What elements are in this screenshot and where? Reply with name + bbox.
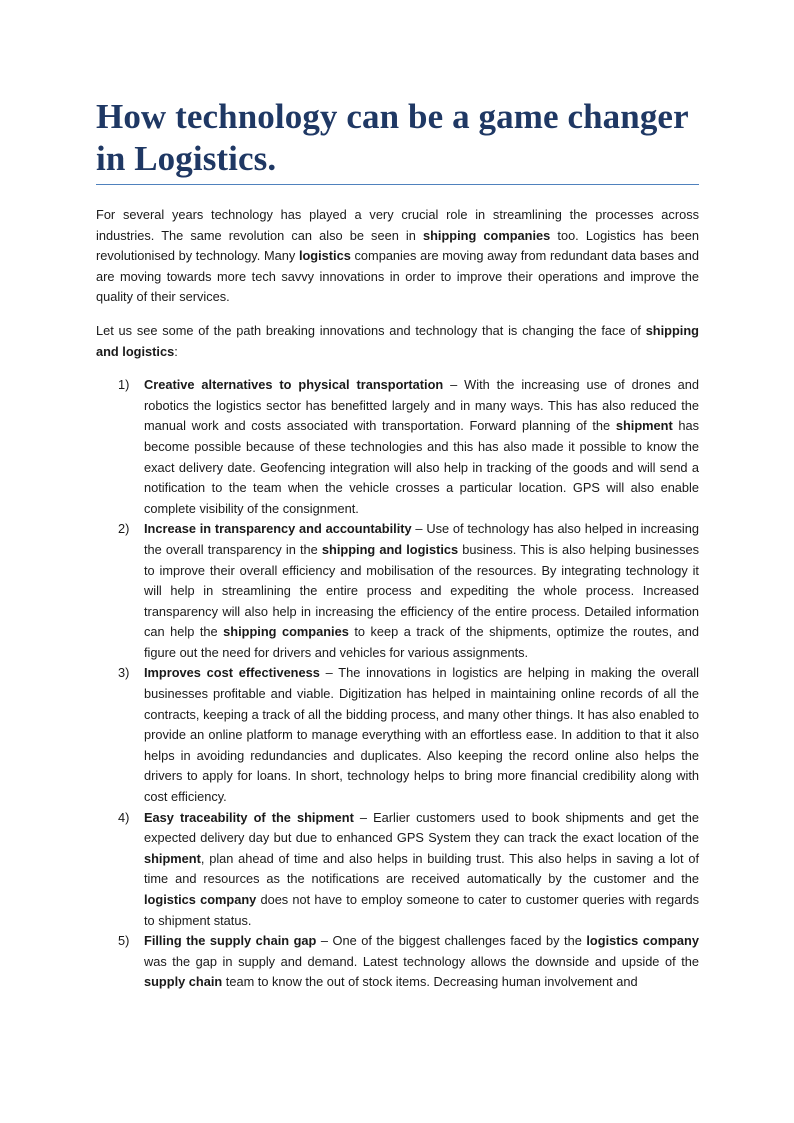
bold-keyword: shipping companies [223,624,349,640]
text-run: – With the increasing use of drones and robotics the logistics sector has benefitted largely and in many ways. This has also reduced the manual work and costs associated with transportation. Forward planning of the [144,377,700,434]
bold-keyword: logistics [298,248,351,264]
bold-keyword: Creative alternatives to physical transportation [144,377,444,393]
text-run: – Earlier customers used to book shipments and get the expected delivery day but due to enhanced GPS System they can track the exact location of the [144,809,699,846]
text-run: : [174,343,178,359]
list-item-number: 4) [118,809,130,825]
bold-keyword: Easy traceability of the shipment [144,809,354,825]
intro-paragraph [96,205,699,308]
list-item [96,375,699,519]
list-item-text [144,810,699,928]
list-item [96,519,699,663]
text-run: team to know the out of stock items. Decreasing human involvement and [222,974,638,990]
bold-keyword: Improves cost effectiveness [144,665,320,681]
bold-keyword: logistics company [586,933,699,949]
bold-keyword: logistics company [144,892,257,907]
text-run: has become possible because of these technologies and this has also made it possible to know the exact delivery date. Geofencing integration will also help in tracking of the goods and will send a notification to the team when the vehicle crosses a particular location. GPS will also enable complete visibility of the consignment. [144,418,699,516]
bold-keyword: Increase in transparency and accountability [144,521,412,537]
text-run: companies are moving away from redundant data bases and are moving towards more tech savvy innovations in order to improve their operations and improve the quality of their services. [96,248,699,305]
list-item [96,931,699,993]
list-item-text [144,521,699,660]
bold-keyword: shipping and logistics [96,322,699,359]
text-run: to keep a track of the shipments, optimize the routes, and figure out the need for drivers and vehicles for various assignments. [144,624,699,660]
document-title: How technology can be a game changer in Logistics. [96,96,699,185]
list-item [96,663,699,807]
bold-keyword: Filling the supply chain gap [144,933,317,949]
text-run: – Use of technology has also helped in increasing the overall transparency in the [144,521,699,557]
text-run: – The innovations in logistics are helping in making the overall businesses profitable and viable. Digitization has helped in maintaining online records of all the contracts, keeping a track of all the bidding process, and many other things. It has also enabled to provide an online platform to manage everything with an effortless ease. In addition to that it also helps in avoiding redundancies and duplicates. Also keeping the record online also helps the drivers to apply for loans. In short, technology helps to bring more financial credibility along with cost efficiency. [144,665,699,805]
bold-keyword: shipping and logistics [321,541,459,557]
bold-keyword: shipment [144,850,201,866]
text-run: For several years technology has played a very crucial role in streamlining the processes across industries. The same revolution can also be seen in [96,207,699,243]
bold-keyword: shipment [615,418,673,434]
innovations-list [96,375,699,993]
text-run: was the gap in supply and demand. Latest technology allows the downside and upside of the [144,953,699,969]
document-page [96,96,699,993]
text-run: – One of the biggest challenges faced by the [316,933,587,949]
list-item-text [144,665,699,804]
text-run: , plan ahead of time and also helps in building trust. This also helps in saving a lot of time and resources as the notifications are received automatically by the customer and the [144,850,699,887]
bold-keyword: shipping companies [423,227,551,243]
list-item-number: 5) [118,933,130,949]
text-run: business. This is also helping businesses to improve their overall efficiency and mobilisation of the resources. By integrating technology it will help in streamlining the entire process and expediting the whole process. Increased transparency will also help in increasing the efficiency of the entire process. Detailed information can help the [144,541,699,640]
bold-keyword: supply chain [144,974,223,990]
lead-in-paragraph [96,321,699,362]
list-item-number: 2) [118,521,130,537]
list-item [96,808,699,932]
text-run: does not have to employ someone to cater to customer queries with regards to shipment status. [144,892,699,928]
list-item-number: 3) [118,665,130,681]
text-run: too. Logistics has been revolutionised by technology. Many [96,227,699,264]
list-item-number: 1) [118,377,130,393]
list-item-text [144,933,699,989]
list-item-text [144,377,699,516]
text-run: Let us see some of the path breaking innovations and technology that is changing the face of [96,322,646,338]
